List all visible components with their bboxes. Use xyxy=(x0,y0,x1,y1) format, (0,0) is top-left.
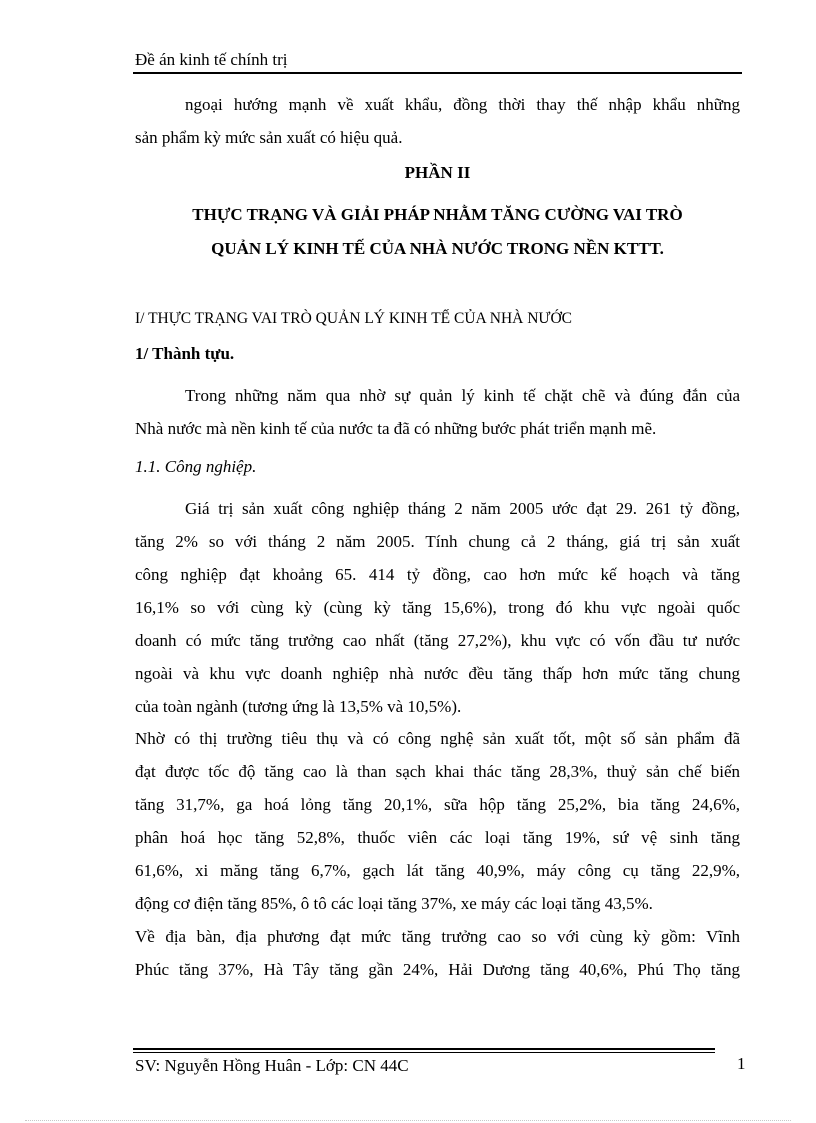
text-line: tăng 2% so với tháng 2 năm 2005. Tính chung cả 2 tháng, giá trị sản xuất xyxy=(135,532,740,551)
text-line: đạt được tốc độ tăng cao là than sạch khai thác tăng 28,3%, thuỷ sản chế biến xyxy=(135,762,740,781)
page-number: 1 xyxy=(737,1054,746,1073)
paragraph-1 xyxy=(135,379,740,445)
text-line: ngoại hướng mạnh về xuất khẩu, đồng thời thay thế nhập khẩu những xyxy=(185,95,740,114)
footer-text: SV: Nguyễn Hồng Huân - Lớp: CN 44C xyxy=(135,1056,409,1075)
text-line: phân hoá học tăng 52,8%, thuốc viên các loại tăng 19%, sứ vệ sinh tăng xyxy=(135,828,740,847)
text-line: ngoài và khu vực doanh nghiệp nhà nước đều tăng thấp hơn mức tăng chung xyxy=(135,664,740,683)
part-title-line2: QUẢN LÝ KINH TẾ CỦA NHÀ NƯỚC TRONG NỀN KTTT. xyxy=(211,239,664,258)
text-line: tăng 31,7%, ga hoá lỏng tăng 20,1%, sữa hộp tăng 25,2%, bia tăng 24,6%, xyxy=(135,795,740,814)
text-line: 16,1% so với cùng kỳ (cùng kỳ tăng 15,6%), trong đó khu vực ngoài quốc xyxy=(135,598,740,617)
text-line: của toàn ngành (tương ứng là 13,5% và 10,5%). xyxy=(135,697,462,716)
subsection-heading: 1/ Thành tựu. xyxy=(135,344,235,363)
text-line: doanh có mức tăng trưởng cao nhất (tăng 27,2%), khu vực có vốn đầu tư nước xyxy=(135,631,740,650)
page-break-line xyxy=(25,1120,791,1121)
text-line: Nhờ có thị trường tiêu thụ và có công nghệ sản xuất tốt, một số sản phẩm đã xyxy=(135,729,740,748)
paragraph-4 xyxy=(135,920,740,986)
paragraph-2 xyxy=(135,492,740,723)
part-title-line1: THỰC TRẠNG VÀ GIẢI PHÁP NHẰM TĂNG CƯỜNG VAI TRÒ xyxy=(192,205,683,224)
paragraph-3 xyxy=(135,722,740,920)
section-heading: I/ THỰC TRẠNG VAI TRÒ QUẢN LÝ KINH TẾ CỦA NHÀ NƯỚC xyxy=(135,310,572,327)
text-line: Giá trị sản xuất công nghiệp tháng 2 năm 2005 ước đạt 29. 261 tỷ đồng, xyxy=(185,499,740,518)
text-line: sản phẩm kỳ mức sản xuất có hiệu quả. xyxy=(135,128,403,147)
intro-paragraph xyxy=(135,88,740,154)
part-label: PHẦN II xyxy=(404,163,471,182)
text-line: Về địa bàn, địa phương đạt mức tăng trưởng cao so với cùng kỳ gồm: Vĩnh xyxy=(135,927,740,946)
header-title: Đề án kinh tế chính trị xyxy=(135,50,288,69)
text-line: công nghiệp đạt khoảng 65. 414 tỷ đồng, cao hơn mức kế hoạch và tăng xyxy=(135,565,740,584)
subsubsection-heading: 1.1. Công nghiệp. xyxy=(135,457,257,476)
footer-rule xyxy=(133,1052,715,1053)
header-rule xyxy=(133,72,742,74)
text-line: 61,6%, xi măng tăng 6,7%, gạch lát tăng 40,9%, máy công cụ tăng 22,9%, xyxy=(135,861,740,880)
text-line: Trong những năm qua nhờ sự quản lý kinh tế chặt chẽ và đúng đắn của xyxy=(185,386,740,405)
text-line: Nhà nước mà nền kinh tế của nước ta đã có những bước phát triển mạnh mẽ. xyxy=(135,419,657,438)
text-line: động cơ điện tăng 85%, ô tô các loại tăng 37%, xe máy các loại tăng 43,5%. xyxy=(135,894,653,913)
footer-rule xyxy=(133,1048,715,1050)
text-line: Phúc tăng 37%, Hà Tây tăng gần 24%, Hải Dương tăng 40,6%, Phú Thọ tăng xyxy=(135,960,740,979)
